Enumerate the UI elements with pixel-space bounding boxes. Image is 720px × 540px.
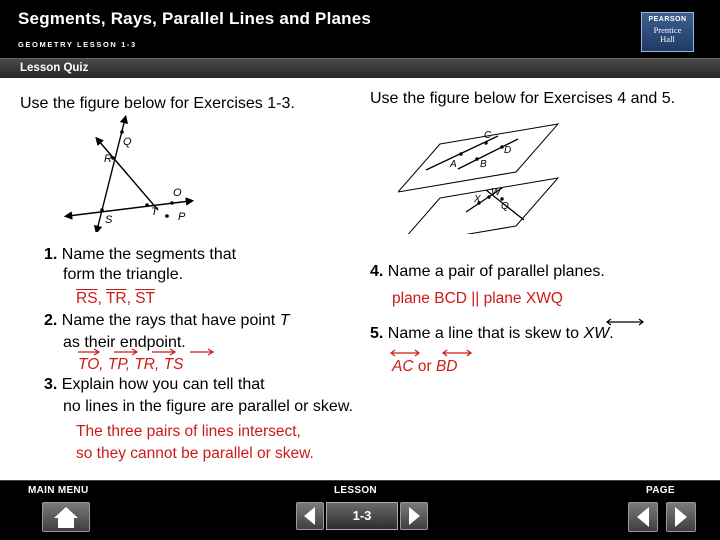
q5-answer-arrows xyxy=(390,349,472,357)
lesson-label: LESSON xyxy=(334,485,377,496)
left-intro: Use the figure below for Exercises 1-3. xyxy=(20,95,295,112)
point-t xyxy=(145,203,149,207)
header-bar xyxy=(0,0,720,78)
q3-line2: no lines in the figure are parallel or skew. xyxy=(63,398,353,415)
label-p: P xyxy=(178,211,186,223)
point-q xyxy=(120,130,124,134)
lesson-subtitle: GEOMETRY LESSON 1-3 xyxy=(18,40,137,49)
q4-text: Name a pair of parallel planes. xyxy=(383,263,605,280)
page-next-button[interactable] xyxy=(666,502,696,532)
q2-answer-ray-4: TS xyxy=(163,356,184,373)
q5-number: 5. xyxy=(370,325,384,342)
q1-answer-seg-2: $\overline{TR}$ xyxy=(105,290,127,307)
q2-answer-ray-1: TO xyxy=(78,356,100,373)
point-o xyxy=(170,201,174,205)
q2-answer-ray-2: TP xyxy=(107,356,126,373)
q2-point: T xyxy=(279,312,290,329)
q3-answer-line2: so they cannot be parallel or skew. xyxy=(76,445,314,462)
q4-answer: plane BCD || plane XWQ xyxy=(392,290,563,307)
page-label: PAGE xyxy=(646,485,675,496)
logo-text-hall: Hall xyxy=(660,34,675,44)
q2-number: 2. xyxy=(44,312,58,329)
home-button[interactable] xyxy=(42,502,90,532)
label-x: X xyxy=(474,194,481,205)
main-menu-label: MAIN MENU xyxy=(28,485,89,496)
planes-figure xyxy=(398,122,568,234)
point-s xyxy=(100,208,104,212)
triangle-figure xyxy=(60,112,210,232)
line-rtp xyxy=(98,140,158,210)
q1-answer: $\overline{RS}$, $\overline{TR}$, $\overline{ST}$ xyxy=(76,290,155,307)
question-2 xyxy=(44,311,289,330)
q5-answer-ac: AC xyxy=(392,358,414,375)
q5-answer xyxy=(392,357,458,376)
label-r: R xyxy=(104,153,112,165)
q1-number: 1. xyxy=(44,246,58,263)
label-w: W xyxy=(491,187,501,198)
point-a xyxy=(459,152,462,155)
plane-xwq xyxy=(398,178,558,234)
label-o: O xyxy=(173,187,182,199)
question-5: 5. Name a line that is skew to XW. xyxy=(370,325,614,342)
pearson-logo xyxy=(641,12,694,52)
logo-text-top: PEARSON xyxy=(648,16,687,23)
right-intro: Use the figure below for Exercises 4 and 5. xyxy=(370,90,676,107)
label-q: Q xyxy=(123,136,132,148)
label-q: Q xyxy=(501,201,509,212)
q3-line1: Explain how you can tell that xyxy=(57,376,265,393)
q5-answer-bd: BD xyxy=(435,358,458,375)
q5-text: Name a line that is skew to xyxy=(383,325,584,342)
label-d: D xyxy=(504,145,512,156)
page-title: Segments, Rays, Parallel Lines and Planes xyxy=(18,9,372,28)
q3-number: 3. xyxy=(44,376,58,393)
label-s: S xyxy=(105,214,113,226)
q4-number: 4. xyxy=(370,263,384,280)
q1-line2: form the triangle. xyxy=(63,266,184,283)
page-prev-button[interactable] xyxy=(628,502,658,532)
q1-answer-seg-1: $\overline{RS}$ xyxy=(76,290,98,307)
q2-answer-ray-3: TR xyxy=(134,356,155,373)
q1-answer-seg-3: $\overline{ST}$ xyxy=(135,290,155,307)
q3-answer-line1: The three pairs of lines intersect, xyxy=(76,423,301,440)
quiz-bar xyxy=(0,58,720,78)
arrow-right-icon xyxy=(667,503,695,531)
label-t: T xyxy=(151,206,158,218)
q1-line1: Name the segments that xyxy=(57,246,237,263)
question-1 xyxy=(44,245,236,264)
label-c: C xyxy=(484,130,492,141)
logo-text-prentice: Prentice xyxy=(653,25,682,35)
q5-line-name: XW xyxy=(583,325,610,342)
point-p xyxy=(165,214,169,218)
home-icon xyxy=(43,503,89,531)
q5-answer-or: or xyxy=(413,358,436,375)
quiz-label: Lesson Quiz xyxy=(20,62,89,74)
q2-line1: Name the rays that have point xyxy=(57,312,280,329)
point-b xyxy=(475,157,478,160)
question-4 xyxy=(370,262,605,281)
point-c xyxy=(484,141,487,144)
arrow-left-icon xyxy=(297,503,323,529)
lesson-prev-button[interactable] xyxy=(296,502,324,530)
lesson-next-button[interactable] xyxy=(400,502,428,530)
label-b: B xyxy=(480,159,487,170)
lesson-number: 1-3 xyxy=(326,502,398,530)
q2-line2: as their endpoint. xyxy=(63,334,186,351)
label-a: A xyxy=(450,159,457,170)
arrow-right-icon xyxy=(401,503,427,529)
question-3 xyxy=(44,375,265,394)
q2-answer: TO, TP, TR, TS xyxy=(78,356,184,373)
arrow-left-icon xyxy=(629,503,657,531)
